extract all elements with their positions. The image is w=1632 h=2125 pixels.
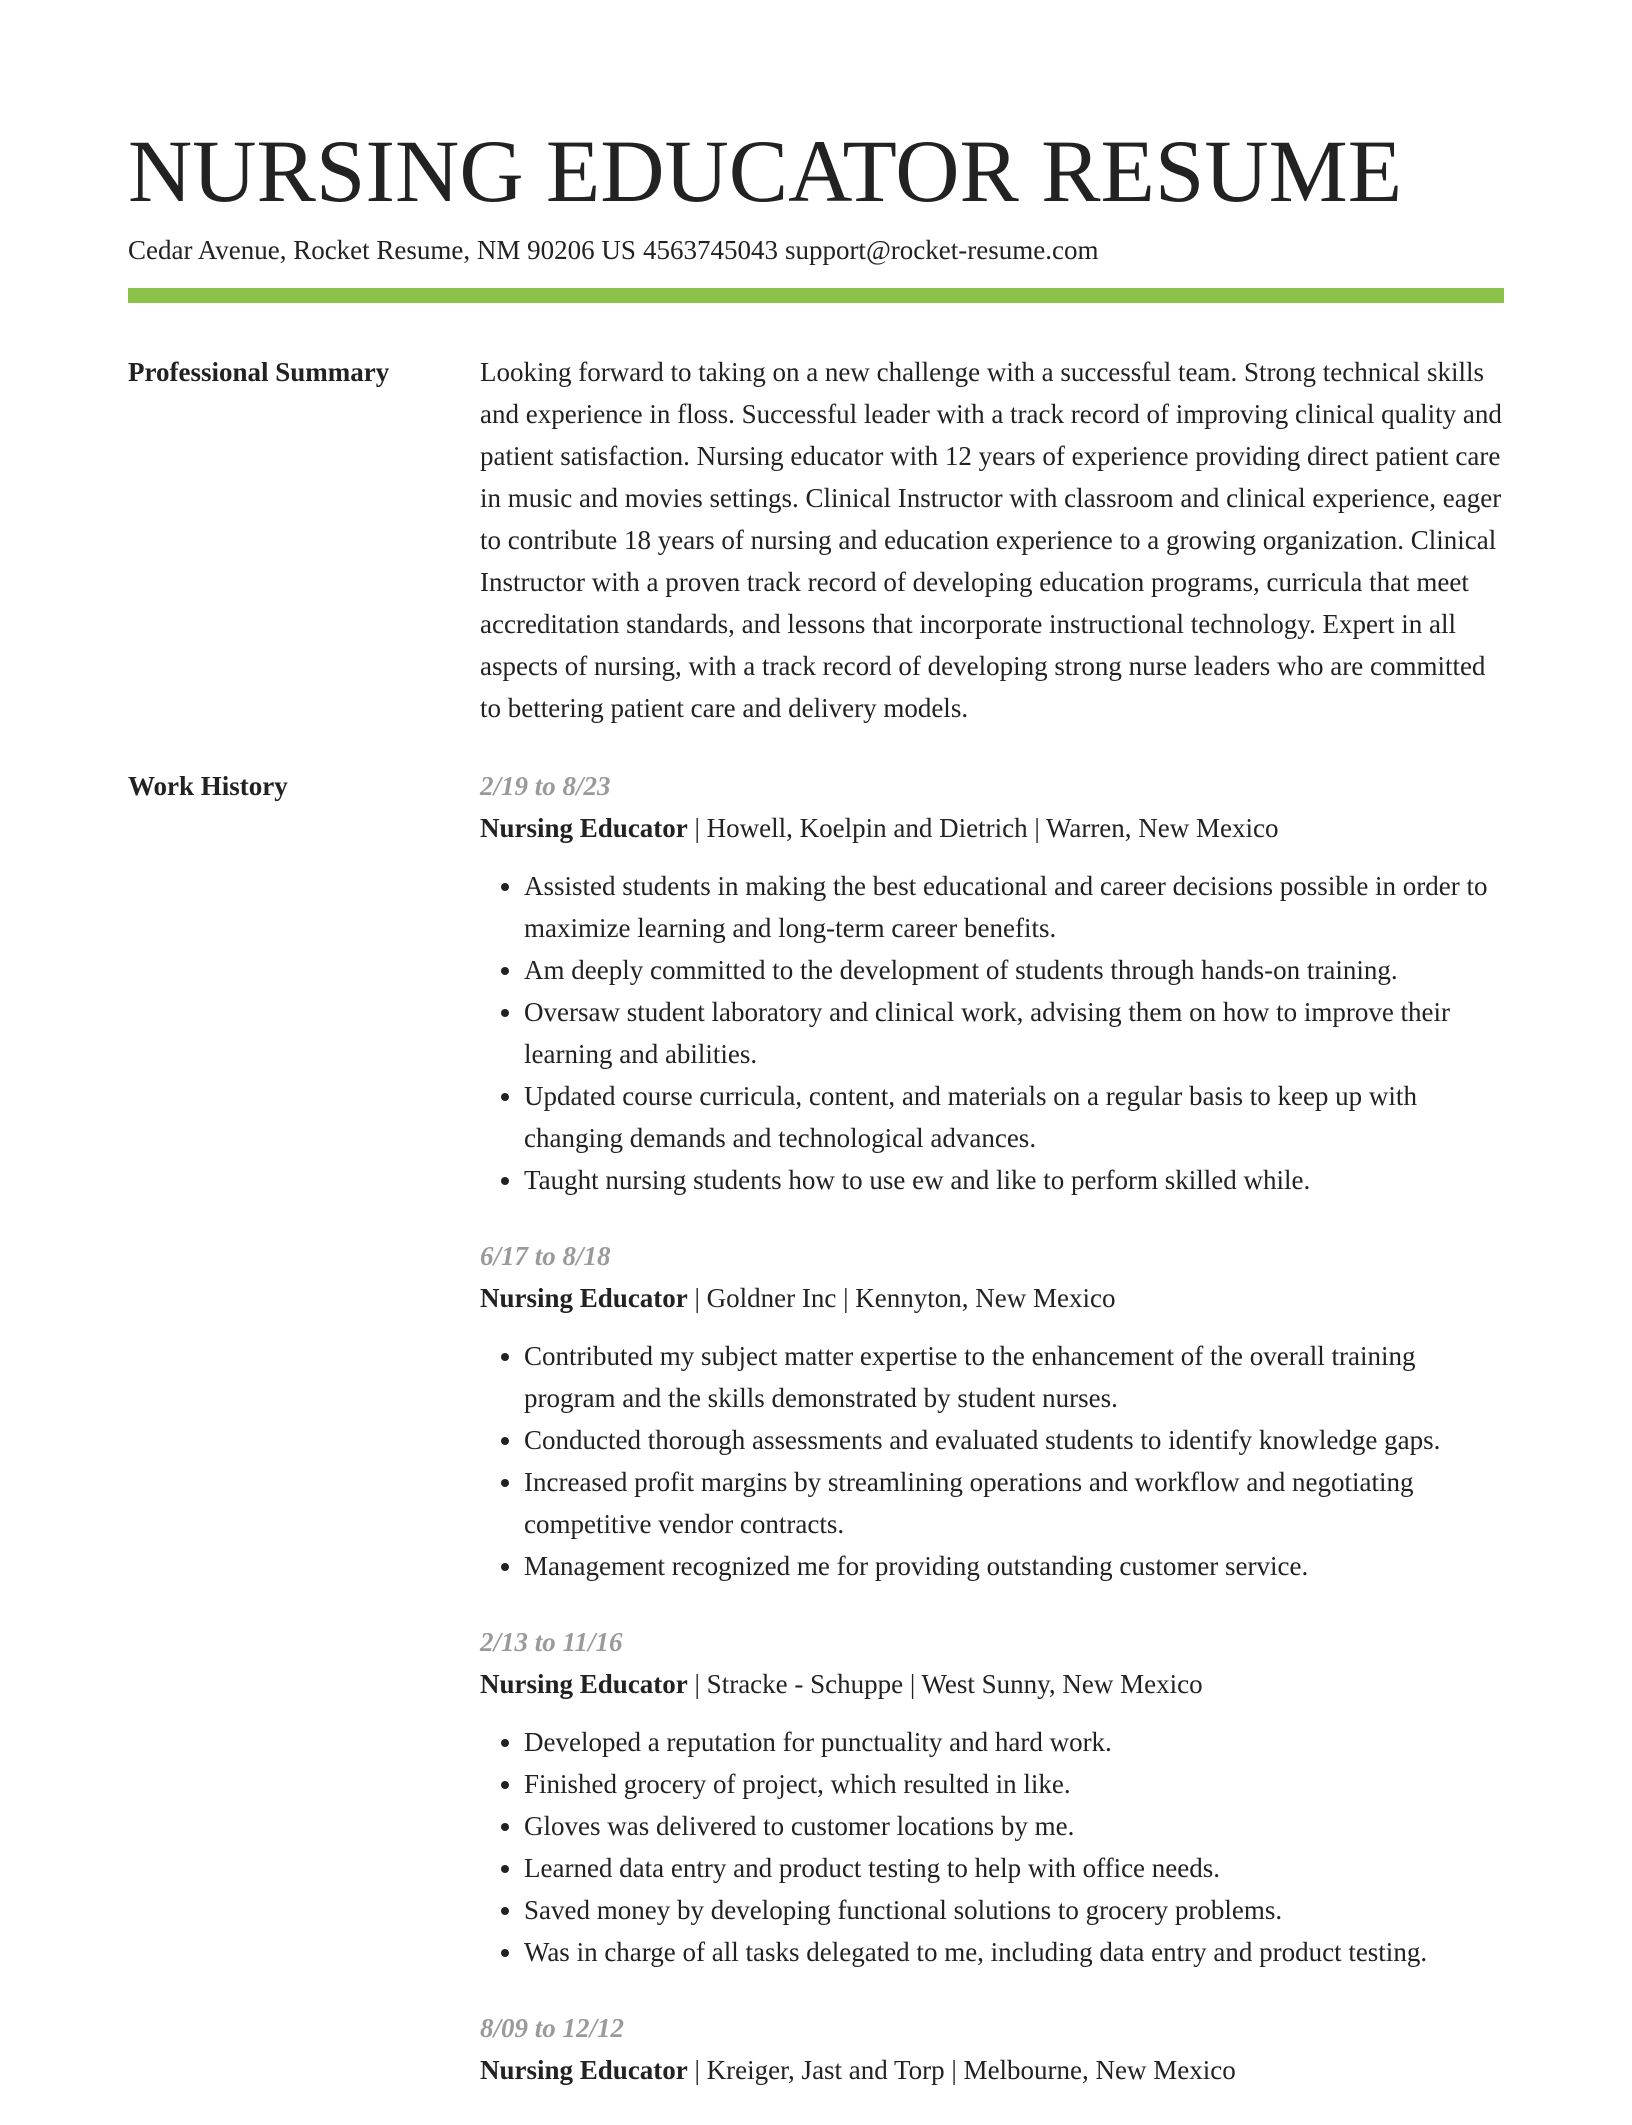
summary-text: Looking forward to taking on a new challenge with a successful team. Strong technical skills and experience in floss. Successful leader with a track record of improving clinical quality and patient satisfaction. Nursing educator with 12 years of experience providing direct patient care in music and movies settings. Clinical Instructor with classroom and clinical experience, eager to contribute 18 years of nursing and education experience to a growing organization. Clinical Instructor with a proven track record of developing education programs, curricula that meet accreditation standards, and lessons that incorporate instructional technology. Expert in all aspects of nursing, with a track record of developing strong nurse leaders who are committed to bettering patient care and delivery models. xyxy=(480,357,1502,723)
job-role: Nursing Educator xyxy=(480,1669,688,1699)
work-history-section xyxy=(128,765,1504,2125)
contact-line xyxy=(128,232,1504,268)
contact-phone: 4563745043 xyxy=(642,235,778,265)
job-bullet: • Am deeply committed to the development of students through hands-on training. xyxy=(524,949,1504,991)
job-company-location: | Stracke - Schuppe | West Sunny, New Mexico xyxy=(687,1669,1203,1699)
job-bullet: • Was in charge of all tasks delegated to me, including data entry and product testing. xyxy=(524,1931,1504,1973)
job-bullet: • Management recognized me for providing outstanding customer service. xyxy=(524,1545,1504,1587)
contact-address: Cedar Avenue, Rocket Resume, NM 90206 US xyxy=(128,235,636,265)
job-bullet: • Oversaw student laboratory and clinical work, advising them on how to improve their learning and abilities. xyxy=(524,991,1504,1075)
job-company-location: | Howell, Koelpin and Dietrich | Warren, New Mexico xyxy=(687,813,1279,843)
job-entry xyxy=(480,1621,1504,1973)
summary-body xyxy=(480,351,1504,729)
job-dates: 2/19 to 8/23 xyxy=(480,771,611,801)
job-title-line xyxy=(480,2049,1504,2091)
job-bullet: • Assisted students in making the best educational and career decisions possible in order to maximize learning and long-term career benefits. xyxy=(524,865,1504,949)
job-company-location: | Goldner Inc | Kennyton, New Mexico xyxy=(687,1283,1116,1313)
job-role: Nursing Educator xyxy=(480,813,688,843)
header-divider xyxy=(128,288,1504,303)
job-bullet: • Taught nursing students how to use ew and like to perform skilled while. xyxy=(524,1159,1504,1201)
summary-heading: Professional Summary xyxy=(128,357,390,387)
job-bullet: • Finished grocery of project, which resulted in like. xyxy=(524,1763,1504,1805)
contact-email: support@rocket-resume.com xyxy=(784,235,1099,265)
work-history-heading: Work History xyxy=(128,771,288,801)
job-bullet: • Gloves was delivered to customer locations by me. xyxy=(524,1805,1504,1847)
job-bullet-list xyxy=(480,865,1504,1201)
resume-page xyxy=(128,120,1504,2125)
job-entry xyxy=(480,765,1504,1201)
resume-title: NURSING EDUCATOR RESUME xyxy=(128,123,1403,221)
job-title-line xyxy=(480,807,1504,849)
job-dates: 6/17 to 8/18 xyxy=(480,1241,611,1271)
job-role: Nursing Educator xyxy=(480,1283,688,1313)
job-bullet: • Increased profit margins by streamlining operations and workflow and negotiating competitive vendor contracts. xyxy=(524,1461,1504,1545)
job-dates: 2/13 to 11/16 xyxy=(480,1627,623,1657)
job-bullet: • Contributed my subject matter expertise to the enhancement of the overall training program and the skills demonstrated by student nurses. xyxy=(524,1335,1504,1419)
job-entry xyxy=(480,1235,1504,1587)
job-title-line xyxy=(480,1663,1504,1705)
job-role: Nursing Educator xyxy=(480,2055,688,2085)
work-history-list xyxy=(480,765,1504,2125)
job-bullet: • Learned data entry and product testing to help with office needs. xyxy=(524,1847,1504,1889)
job-bullet-list xyxy=(480,1721,1504,1973)
job-company-location: | Kreiger, Jast and Torp | Melbourne, New Mexico xyxy=(687,2055,1236,2085)
job-bullet: • Developed a reputation for punctuality and hard work. xyxy=(524,1721,1504,1763)
job-entry xyxy=(480,2007,1504,2091)
job-bullet: • Conducted thorough assessments and evaluated students to identify knowledge gaps. xyxy=(524,1419,1504,1461)
job-bullet: • Updated course curricula, content, and materials on a regular basis to keep up with changing demands and technological advances. xyxy=(524,1075,1504,1159)
job-bullet: • Saved money by developing functional solutions to grocery problems. xyxy=(524,1889,1504,1931)
job-bullet-list xyxy=(480,1335,1504,1587)
summary-section xyxy=(128,351,1504,729)
job-dates: 8/09 to 12/12 xyxy=(480,2013,625,2043)
job-title-line xyxy=(480,1277,1504,1319)
